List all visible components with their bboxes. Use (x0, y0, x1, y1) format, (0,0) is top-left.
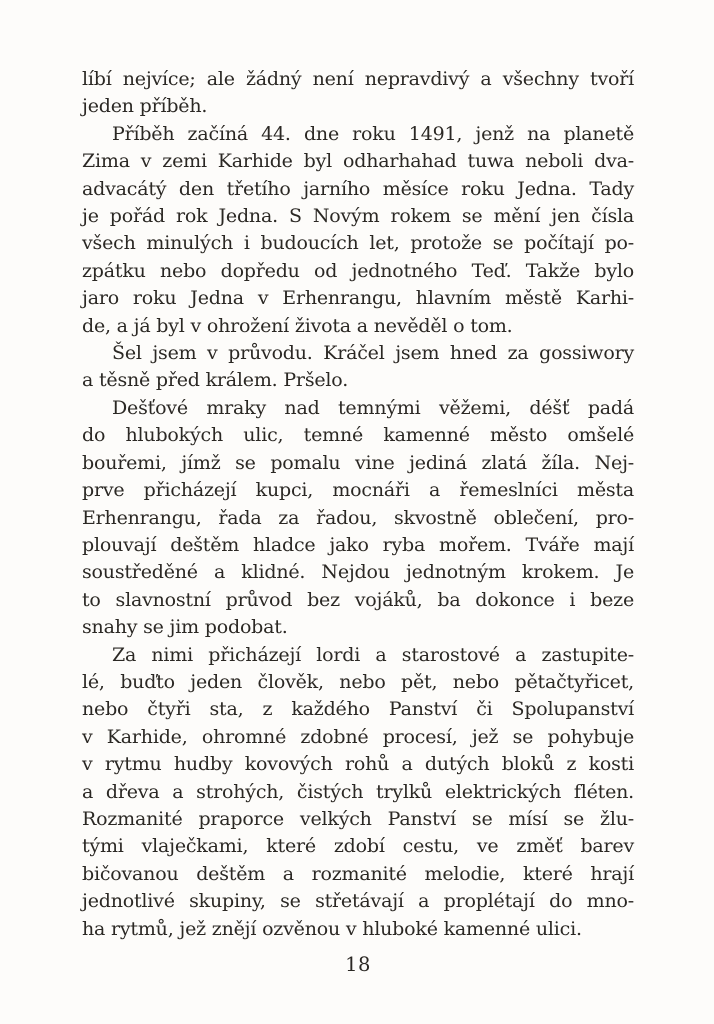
text-line: jaro roku Jedna v Erhenrangu, hlavním městě Karhi- (82, 287, 634, 310)
paragraph (82, 340, 634, 395)
text-line: snahy se jim podobat. (82, 616, 288, 639)
text-line: jednotlivé skupiny, se střetávají a proplétají do mno- (82, 890, 634, 913)
text-line: do hlubokých ulic, temné kamenné město omšelé (82, 424, 634, 447)
text-line: Příběh začíná 44. dne roku 1491, jenž na planetě (112, 122, 634, 145)
text-line: a těsně před králem. Pršelo. (82, 369, 349, 392)
paragraph (82, 642, 634, 943)
paragraph (82, 395, 634, 642)
text-block (82, 66, 634, 943)
paragraph (82, 121, 634, 340)
text-line: v Karhide, ohromné zdobné procesí, jež se pohybuje (82, 725, 634, 748)
paragraph (82, 66, 634, 121)
text-line: tými vlaječkami, které zdobí cestu, ve změť barev (82, 835, 634, 858)
text-line: ha rytmů, jež znějí ozvěnou v hluboké kamenné ulici. (82, 917, 582, 940)
text-line: nebo čtyři sta, z každého Panství či Spolupanství (82, 698, 634, 721)
text-line: Za nimi přicházejí lordi a starostové a zastupite- (112, 643, 634, 666)
text-line: lé, buďto jeden člověk, nebo pět, nebo pětačtyřicet, (82, 670, 634, 693)
text-line: Dešťové mraky nad temnými věžemi, déšť padá (112, 396, 634, 419)
page-number: 18 (345, 953, 371, 976)
text-line: Erhenrangu, řada za řadou, skvostně oblečení, pro- (82, 506, 634, 529)
text-line: de, a já byl v ohrožení života a nevěděl o tom. (82, 314, 513, 337)
text-line: Zima v zemi Karhide byl odharhahad tuwa neboli dva- (82, 150, 634, 173)
text-line: bičovanou deštěm a rozmanité melodie, které hrají (82, 862, 634, 885)
text-line: všech minulých i budoucích let, protože se počítají po- (82, 232, 634, 255)
text-line: to slavnostní průvod bez vojáků, ba dokonce i beze (82, 588, 634, 611)
text-line: Šel jsem v průvodu. Kráčel jsem hned za gossiwory (112, 342, 634, 365)
text-line: jeden příběh. (82, 95, 208, 118)
text-line: bouřemi, jímž se pomalu vine jediná zlatá žíla. Nej- (82, 451, 634, 474)
text-line: Rozmanité praporce velkých Panství se mísí se žlu- (82, 807, 634, 830)
text-line: je pořád rok Jedna. S Novým rokem se mění jen čísla (82, 205, 634, 228)
text-line: soustředěné a klidné. Nejdou jednotným krokem. Je (82, 561, 634, 584)
text-line: plouvají deštěm hladce jako ryba mořem. Tváře mají (82, 533, 634, 556)
text-line: advacátý den třetího jarního měsíce roku Jedna. Tady (82, 177, 634, 200)
text-line: líbí nejvíce; ale žádný není nepravdivý a všechny tvoří (82, 68, 634, 90)
text-line: prve přicházejí kupci, mocnáři a řemeslníci města (82, 479, 634, 502)
text-line: zpátku nebo dopředu od jednotného Teď. Takže bylo (82, 259, 634, 282)
text-line: a dřeva a strohých, čistých trylků elektrických fléten. (82, 780, 634, 803)
text-line: v rytmu hudby kovových rohů a dutých bloků z kosti (82, 753, 634, 776)
